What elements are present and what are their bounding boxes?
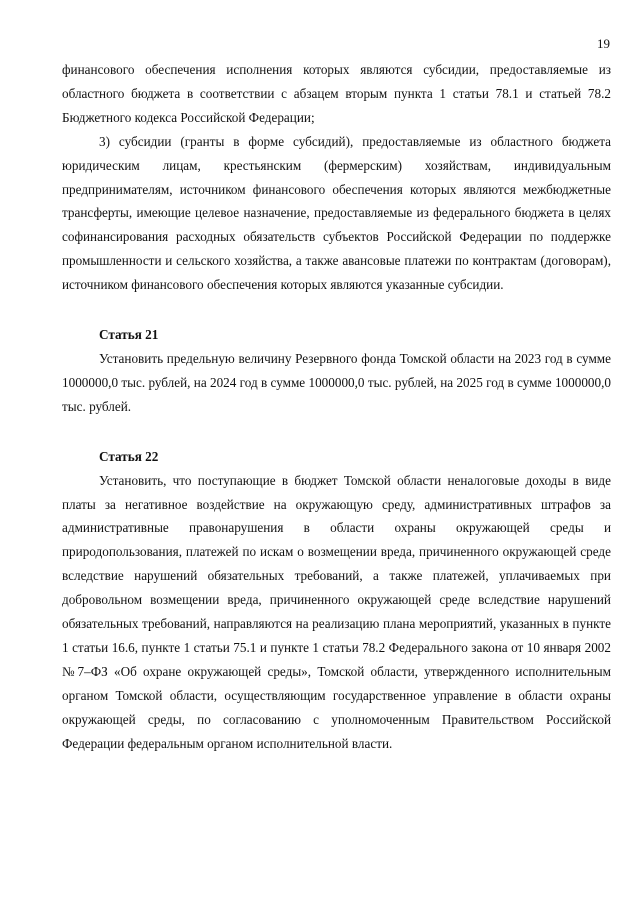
article-21-text: Установить предельную величину Резервного фонда Томской области на 2023 год в сумме 1000000,0 тыс. рублей, на 2024 год в сумме 1000000,0 тыс. рублей, на 2025 год в сумме 1000000,0 тыс. рублей. xyxy=(62,350,611,414)
section-spacer xyxy=(62,297,611,323)
item-3-paragraph: 3) субсидии (гранты в форме субсидий), предоставляемые из областного бюджета юридическим лицам, крестьянским (фермерским) хозяйствам, индивидуальным предпринимателям, источником финансового обеспечения которых являются межбюджетные трансферты, имеющие целевое назначение, предоставляемые из федерального бюджета в целях софинансирования расходных обязательств субъектов Российской Федерации по поддержке промышленности и сельского хозяйства, а также авансовые платежи по контрактам (договорам), источником финансового обеспечения которых являются указанные субсидии. xyxy=(62,133,611,293)
article-21-heading: Статья 21 xyxy=(99,327,159,343)
article-22-text: Установить, что поступающие в бюджет Томской области неналоговые доходы в виде платы за негативное воздействие на окружающую среду, административных штрафов за административные правонарушения в области охраны окружающей среды и природопользования, платежей по искам о возмещении вреда, причиненного окружающей среде вследствие нарушений обязательных требований, а также платежей, уплачиваемых при добровольном возмещении вреда, причиненного окружающей среде вследствие нарушений обязательных требований, направляются на реализацию плана мероприятий, указанных в пункте 1 статьи 16.6, пункте 1 статьи 75.1 и пункте 1 статьи 78.2 Федерального закона от 10 января 2002 №7–ФЗ «Об охране окружающей среды», Томской области, утвержденного исполнительным органом Томской области, осуществляющим государственное управление в области охраны окружающей среды, по согласованию с уполномоченным Правительством Российской Федерации федеральным органом исполнительной власти. xyxy=(62,472,611,751)
page-number: 19 xyxy=(597,36,610,51)
section-spacer xyxy=(62,419,611,445)
intro-paragraph: финансового обеспечения исполнения которых являются субсидии, предоставляемые из областного бюджета в соответствии с абзацем вторым пункта 1 статьи 78.1 и статьей 78.2 Бюджетного кодекса Российской Федерации; xyxy=(62,62,611,125)
article-22-heading: Статья 22 xyxy=(99,448,159,464)
document-body xyxy=(62,58,611,755)
